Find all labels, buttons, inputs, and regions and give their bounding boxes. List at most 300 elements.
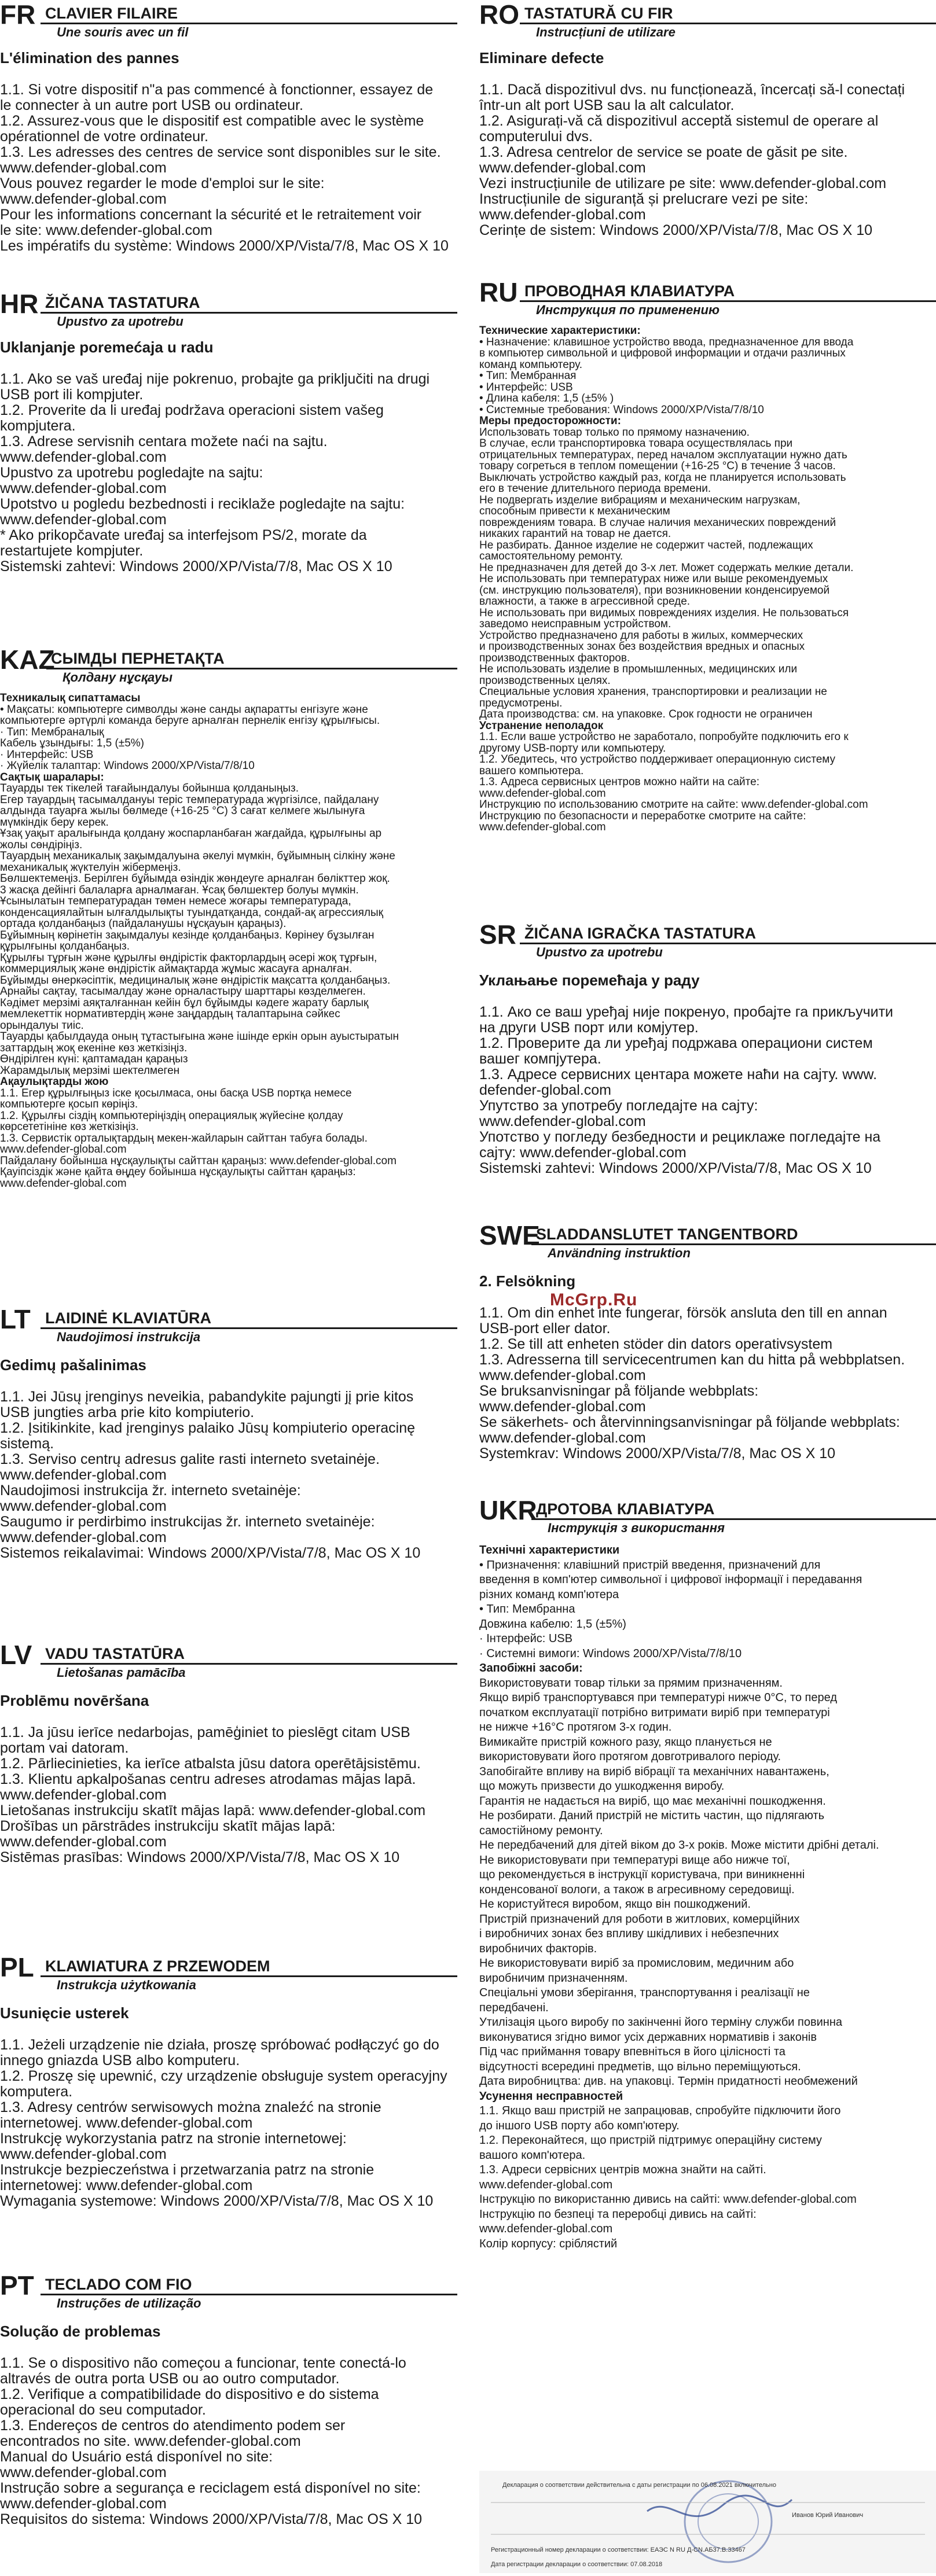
text-line: sistemą. xyxy=(0,1436,54,1452)
text-line: 1.1. Om din enhet inte fungerar, försök ansluta den till en annan xyxy=(479,1305,887,1321)
text-line: Pour les informations concernant la sécurité et le retraitement voir xyxy=(0,207,422,223)
text-line: Naudojimosi instrukcija žr. interneto svetainėje: xyxy=(0,1482,301,1499)
text-line: Выключать устройство каждый раз, когда не планируется использовать xyxy=(479,471,846,484)
text-line: www.defender-global.com xyxy=(0,480,167,496)
text-line: құрылғыны қолданбаңыз. xyxy=(0,940,130,952)
text-line: USB port ili kompjuter. xyxy=(0,387,144,403)
text-line: USB-port eller dator. xyxy=(479,1320,611,1337)
text-line: Не передбачений для дітей віком до 3-х років. Може містити дрібні деталі. xyxy=(479,1839,879,1852)
section-body xyxy=(0,2356,457,2527)
text-line: Якщо виріб транспортувався при температурі нижче 0°С, то перед xyxy=(479,1691,837,1704)
text-line: 1.3. Serviso centrų adresus galite rasti interneto svetainėje. xyxy=(0,1451,380,1467)
text-line: 1.3. Adresy centrów serwisowych można znaleźć na stronie xyxy=(0,2099,381,2115)
text-line: www.defender-global.com xyxy=(479,1430,646,1446)
section-title: CLAVIER FILAIRE xyxy=(41,5,457,24)
text-line: Sistēmas prasības: Windows 2000/XP/Vista/7/8, Mac OS X 10 xyxy=(0,1849,400,1865)
section-subtitle: Instrucțiuni de utilizare xyxy=(536,25,676,39)
text-line: Запобіжні засоби: xyxy=(479,1662,583,1675)
text-line: Технічні характеристики xyxy=(479,1544,620,1556)
text-line: opérationnel de votre ordinateur. xyxy=(0,128,208,145)
text-line: • Тип: Мембранна xyxy=(479,1603,575,1615)
text-line: Арнайы сақтау, тасымалдау және орналастыру шарттары көзделмеген. xyxy=(0,985,366,998)
text-line: Cerințe de sistem: Windows 2000/XP/Vista/7/8, Mac OS X 10 xyxy=(479,222,873,238)
text-line: 1.2. Проверите да ли уређај подржава операциони систем xyxy=(479,1035,873,1051)
section-sr xyxy=(479,920,936,1176)
text-line: Егер тауардың тасымалдануы теріс температурада жүргізілсе, пайдалану xyxy=(0,793,379,806)
text-line: 1.2. Pārliecinieties, ka ierīce atbalsta jūsu datora operētājsistēmu. xyxy=(0,1756,421,1772)
text-line: Не подвергать изделие вибрациям и механическим нагрузкам, xyxy=(479,494,801,506)
text-line: вашег компјутера. xyxy=(479,1051,601,1067)
text-line: Під час приймання товару впевніться в його цілісності та xyxy=(479,2045,785,2058)
text-line: www.defender-global.com xyxy=(0,1787,167,1803)
text-line: влажности, а также в агрессивной среде. xyxy=(479,595,691,608)
text-line: Wymagania systemowe: Windows 2000/XP/Vista/7/8, Mac OS X 10 xyxy=(0,2193,434,2209)
text-line: • Тип: Мембранная xyxy=(479,370,577,382)
text-line: Меры предосторожности: xyxy=(479,415,621,427)
text-line: Інструкцію по використанню дивись на сайті: www.defender-global.com xyxy=(479,2193,857,2206)
section-title: KLAWIATURA Z PRZEWODEM xyxy=(41,1957,457,1977)
text-line: 1.2. Se till att enheten stöder din dators operativsystem xyxy=(479,1336,833,1352)
text-line: Бұйымның көрінетін зақымдалуы кезінде қолданбаңыз. Көрінеу бұзылған xyxy=(0,929,375,941)
text-line: altravés de outra porta USB ou ao outro computador. xyxy=(0,2371,340,2387)
text-line: www.defender-global.com xyxy=(0,160,167,176)
text-line: www.defender-global.com xyxy=(479,787,606,800)
text-line: le connecter à un autre port USB ou ordinateur. xyxy=(0,97,303,113)
text-line: 1.2. Proverite da li uređaj podržava operacioni sistem vašeg xyxy=(0,402,384,418)
text-line: Спеціальні умови зберігання, транспортування і реалізації не xyxy=(479,1986,810,1999)
section-subtitle: Användning instruktion xyxy=(548,1246,691,1260)
text-line: Довжина кабелю: 1,5 (±5%) xyxy=(479,1617,626,1631)
text-line: www.defender-global.com xyxy=(0,2464,167,2481)
text-line: Не использовать изделие в промышленных, медицинских или xyxy=(479,663,798,675)
text-line: Тауардың механикалық зақымдалуына әкелуі мүмкін, бұйымның сілкіну және xyxy=(0,850,395,862)
text-line: www.defender-global.com xyxy=(479,207,646,223)
text-line: · Системні вимоги: Windows 2000/XP/Vista/7/8/10 xyxy=(479,1647,742,1660)
lang-code: UKR xyxy=(479,1495,537,1525)
text-line: Инструкцию по безопасности и переработке смотрите на сайте: xyxy=(479,809,806,822)
text-line: Колір корпусу: сріблястий xyxy=(479,2237,618,2250)
section-subtitle: Naudojimosi instrukcija xyxy=(57,1330,201,1344)
section-subtitle: Lietošanas pamācība xyxy=(57,1665,186,1680)
text-line: Пристрій призначений для роботи в житлових, комерційних xyxy=(479,1912,800,1926)
text-line: Instrukcje bezpieczeństwa i przetwarzania patrz na stronie xyxy=(0,2162,375,2178)
text-line: Не разбирать. Данное изделие не содержит частей, подлежащих xyxy=(479,539,813,551)
text-line: USB jungties arba prie kito kompiuterio. xyxy=(0,1404,255,1421)
text-line: Специальные условия хранения, транспортировки и реализации не xyxy=(479,686,827,698)
section-body xyxy=(0,1389,457,1561)
text-line: 1.2. Переконайтеся, що пристрій підтримує операційну систему xyxy=(479,2134,822,2147)
text-line: Ұсынылатын температурадан төмен немесе жоғары температурада, xyxy=(0,895,351,907)
text-line: 1.2. Құрылғы сіздің компьютеріңіздің операциялық жүйесіне қолдау xyxy=(0,1109,343,1122)
text-line: le site: www.defender-global.com xyxy=(0,222,212,238)
section-subtitle: Instrukcja użytkowania xyxy=(57,1978,196,1992)
section-body xyxy=(479,82,936,238)
section-title: VADU TASTATŪRA xyxy=(41,1645,457,1665)
text-line: Устройство предназначено для работы в жилых, коммерческих xyxy=(479,629,803,642)
text-line: конденсованої вологи, а також в агресивному середовищі. xyxy=(479,1883,795,1896)
text-line: Не використовувати при температурі вище або нижче тої, xyxy=(479,1853,790,1867)
text-line: www.defender-global.com xyxy=(479,2222,613,2235)
text-line: www.defender-global.com xyxy=(0,1467,167,1483)
text-line: www.defender-global.com xyxy=(0,1498,167,1514)
text-line: 1.3. Адреси сервісних центрів можна знайти на сайті. xyxy=(479,2163,766,2176)
text-line: виконуватися згідно вимог усіх державних нормативів і законів xyxy=(479,2030,817,2044)
lang-code: SR xyxy=(479,919,516,950)
text-line: www.defender-global.com xyxy=(479,2178,613,2191)
text-line: самостоятельному ремонту. xyxy=(479,550,623,562)
text-line: • Интерфейс: USB xyxy=(479,381,573,393)
text-line: Вимикайте пристрій кожного разу, якщо планується не xyxy=(479,1735,772,1749)
text-line: 1.2. Assurez-vous que le dispositif est compatible avec le système xyxy=(0,113,424,129)
text-line: • Призначення: клавішний пристрій введення, призначений для xyxy=(479,1558,821,1572)
text-line: 1.2. Įsitikinkite, kad įrenginys palaiko Jūsų kompiuterio operacinę xyxy=(0,1420,416,1436)
text-line: internetowej. www.defender-global.com xyxy=(0,2115,253,2131)
text-line: команд компьютеру. xyxy=(479,358,583,371)
section-title: TASTATURĂ CU FIR xyxy=(520,5,936,24)
section-title: LAIDINĖ KLAVIATŪRA xyxy=(41,1309,457,1329)
text-line: заведомо неисправным устройством. xyxy=(479,618,671,630)
text-line: * Ako prikopčavate uređaj sa interfejsom PS/2, morate da xyxy=(0,527,367,543)
section-heading: Solução de problemas xyxy=(0,2323,161,2340)
section-subtitle: Une souris avec un fil xyxy=(57,25,189,39)
text-line: 1.1. Dacă dispozitivul dvs. nu funcționează, încercați să-l conectați xyxy=(479,82,905,98)
text-line: Ұзақ уақыт аралығында қолдану жоспарланбаған жағдайда, құрылғыны ар xyxy=(0,827,382,840)
text-line: 1.2. Verifique a compatibilidade do dispositivo e do sistema xyxy=(0,2386,379,2402)
text-line: Тауарды тек тікелей тағайындалуы бойынша қолданыңыз. xyxy=(0,782,299,794)
section-body xyxy=(0,1725,457,1865)
text-line: көрсететініне көз жеткізіңіз. xyxy=(0,1121,139,1133)
text-line: 1.1. Если ваше устройство не заработало, попробуйте подключить его к xyxy=(479,731,849,743)
text-line: 1.1. Jeżeli urządzenie nie działa, proszę spróbować podłączyć go do xyxy=(0,2037,439,2053)
text-line: не нижче +16°С протягом 3-х годин. xyxy=(479,1721,672,1734)
section-heading: L'élimination des pannes xyxy=(0,49,179,67)
text-line: operacional do seu computador. xyxy=(0,2402,206,2418)
section-ru xyxy=(479,278,936,833)
text-line: portam vai datoram. xyxy=(0,1740,129,1756)
text-line: повреждениям товара. В случае наличия механических повреждений xyxy=(479,516,836,529)
text-line: производственных факторов. xyxy=(479,652,630,664)
text-line: Кәдімет мерзімі аяқталғаннан кейін бұл бұйымды кәдеге жарату барлық xyxy=(0,996,369,1009)
text-line: початком експлуатації потрібно витримати виріб при температурі xyxy=(479,1706,830,1719)
text-line: Sistemos reikalavimai: Windows 2000/XP/Vista/7/8, Mac OS X 10 xyxy=(0,1545,421,1561)
text-line: Se säkerhets- och återvinningsanvisningar på följande webbplats: xyxy=(479,1414,900,1430)
section-body xyxy=(479,325,936,833)
text-line: Використовувати товар тільки за прямим призначенням. xyxy=(479,1676,783,1690)
section-title: СЫМДЫ ПЕРНЕТАҚТА xyxy=(46,650,457,669)
text-line: виробничих факторів. xyxy=(479,1942,597,1955)
text-line: Сақтық шаралары: xyxy=(0,771,104,783)
section-title: TECLADO COM FIO xyxy=(41,2276,457,2295)
text-line: • Системные требования: Windows 2000/XP/Vista/7/8/10 xyxy=(479,403,764,416)
text-line: производственных целях. xyxy=(479,674,611,687)
text-line: Упутство за употребу погледајте на сајту: xyxy=(479,1098,758,1114)
section-title: ŽIČANA IGRAČKA TASTATURA xyxy=(520,925,936,944)
lang-code: LT xyxy=(0,1304,31,1334)
text-line: 1.3. Adrese servisnih centara možete naći na sajtu. xyxy=(0,433,328,450)
lang-code: HR xyxy=(0,289,39,319)
text-line: · Жүйелік талаптар: Windows 2000/XP/Vista/7/8/10 xyxy=(0,760,255,772)
section-pl xyxy=(0,1953,457,2209)
text-line: сајту: www.defender-global.com xyxy=(479,1145,687,1161)
text-line: 1.2. Asigurați-vă că dispozitivul acceptă sistemul de operare al xyxy=(479,113,879,129)
text-line: другому USB-порту или компьютеру. xyxy=(479,742,666,755)
text-line: Бөлшектемеңіз. Берілген бұйымда өзіндік жөндеуге арналған бөлікттер жоқ. xyxy=(0,873,390,885)
text-line: Vous pouvez regarder le mode d'emploi sur le site: xyxy=(0,175,325,192)
text-line: Құрылғы тұрғын және құрылғы өндірістік факторлардың әсері жоқ тұрғын, xyxy=(0,951,377,964)
text-line: Утилізація цього виробу по закінченні його терміну служби повинна xyxy=(479,2016,843,2029)
section-title: SLADDANSLUTET TANGENTBORD xyxy=(531,1226,936,1245)
text-line: алдында тауарға жылы бөлмеде (+16-25 °С) 3 сағат келмеге жылынуға xyxy=(0,805,365,817)
section-subtitle: Қолдану нұсқауы xyxy=(63,670,172,685)
text-line: Upotstvo u pogledu bezbednosti i reciklaže pogledajte na sajtu: xyxy=(0,496,405,512)
section-body xyxy=(479,1004,936,1176)
text-line: Дата производства: см. на упаковке. Срок годности не ограничен xyxy=(479,708,813,720)
text-line: 1.3. Les adresses des centres de service sont disponibles sur le site. xyxy=(0,144,441,160)
text-line: Saugumo ir perdirbimo instrukcijas žr. interneto svetainėje: xyxy=(0,1514,375,1530)
text-line: використовувати його протягом довготривалого періоду. xyxy=(479,1750,781,1763)
text-line: способным привести к механическим xyxy=(479,505,670,517)
text-line: Не розбирати. Даний пристрій не містить частин, що підлягають xyxy=(479,1809,825,1822)
text-line: (см. инструкцию пользователя), при возникновении конденсируемой xyxy=(479,584,830,597)
text-line: Instrução sobre a segurança e reciclagem está disponível no site: xyxy=(0,2480,421,2496)
lang-code: LV xyxy=(0,1640,32,1670)
text-line: www.defender-global.com xyxy=(0,1143,127,1155)
text-line: www.defender-global.com xyxy=(479,1399,646,1415)
section-kaz xyxy=(0,645,457,1189)
section-body xyxy=(479,1543,936,2251)
text-line: Не предназначен для детей до 3-х лет. Может содержать мелкие детали. xyxy=(479,561,854,574)
text-line: Инструкцию по использованию смотрите на сайте: www.defender-global.com xyxy=(479,798,868,811)
lang-code: SWE xyxy=(479,1220,540,1250)
text-line: www.defender-global.com xyxy=(479,821,606,833)
text-line: на други USB порт или комјутер. xyxy=(479,1020,699,1036)
text-line: Усунення несправностей xyxy=(479,2089,623,2103)
section-title: ПРОВОДНАЯ КЛАВИАТУРА xyxy=(520,282,936,302)
text-line: restartujete kompjuter. xyxy=(0,543,144,559)
text-line: вашего компьютера. xyxy=(479,764,584,777)
text-line: Өндірілген күні: қаптамадан қараңыз xyxy=(0,1053,188,1065)
text-line: komputera. xyxy=(0,2084,73,2100)
text-line: • Мақсаты: компьютерге символды және санды ақпаратты енгізуге және xyxy=(0,703,368,716)
text-line: 1.1. Ako se vaš uređaj nije pokrenuo, probajte ga priključiti na drugi xyxy=(0,371,430,387)
lang-code: PT xyxy=(0,2270,34,2301)
text-line: Systemkrav: Windows 2000/XP/Vista/7/8, Mac OS X 10 xyxy=(479,1445,836,1462)
section-subtitle: Инструкция по применению xyxy=(536,303,720,317)
text-line: передбачені. xyxy=(479,2001,549,2014)
text-line: Не использовать при видимых повреждениях изделия. Не пользоваться xyxy=(479,606,849,619)
text-line: конденсациялайтын ылғалдылықты туындатқанда, сондай-ақ агрессиялық xyxy=(0,906,383,919)
section-subtitle: Upustvo za upotrebu xyxy=(536,945,663,959)
text-line: Не використовувати виріб за промисловим, медичним або xyxy=(479,1957,794,1970)
lang-code: RO xyxy=(479,0,519,30)
text-line: Upustvo za upotrebu pogledajte na sajtu: xyxy=(0,465,263,481)
text-line: Sistemski zahtevi: Windows 2000/XP/Vista/7/8, Mac OS X 10 xyxy=(479,1160,872,1176)
text-line: internetowej: www.defender-global.com xyxy=(0,2177,253,2194)
text-line: 1.3. Endereços de centros do atendimento podem ser xyxy=(0,2417,346,2434)
section-body xyxy=(0,693,457,1189)
text-line: Drošības un pārstrādes instrukciju skatīt mājas lapā: xyxy=(0,1818,336,1834)
section-body xyxy=(0,2037,457,2209)
section-heading: Уклањање поремећаја у раду xyxy=(479,971,700,989)
text-line: 3 жасқа дейінгі балаларға арналмаған. Ұсақ бөлшектер болуы мүмкін. xyxy=(0,884,359,896)
text-line: 1.1. Ако се ваш уређај није покренуо, пробајте га прикључити xyxy=(479,1004,894,1020)
text-line: в компьютер символьной и цифровой информации и отдачи различных xyxy=(479,347,846,359)
section-lv xyxy=(0,1640,457,1865)
lang-code: KAZ xyxy=(0,645,55,675)
section-title: ДРОТОВА КЛАВІАТУРА xyxy=(531,1500,936,1520)
section-swe xyxy=(479,1221,936,1462)
section-subtitle: Інструкція з використання xyxy=(548,1521,725,1535)
section-title: ŽIČANA TASTATURA xyxy=(41,294,457,314)
text-line: 1.3. Сервистік орталықтардың мекен-жайларын сайттан табуға болады. xyxy=(0,1132,368,1145)
section-fr xyxy=(0,0,457,254)
text-line: Manual do Usuário está disponível no site: xyxy=(0,2449,273,2465)
text-line: www.defender-global.com xyxy=(0,2146,167,2162)
stamp-line-2: Иванов Юрий Иванович xyxy=(792,2512,864,2519)
section-heading: Problēmu novēršana xyxy=(0,1692,149,1709)
text-line: www.defender-global.com xyxy=(0,449,167,465)
text-line: www.defender-global.com xyxy=(0,511,167,528)
text-line: kompjutera. xyxy=(0,418,76,434)
text-line: 1.1. Якщо ваш пристрій не запрацював, спробуйте підключити його xyxy=(479,2104,841,2117)
text-line: Кабель ұзындығы: 1,5 (±5%) xyxy=(0,737,144,749)
text-line: • Назначение: клавишное устройство ввода, предназначенное для ввода xyxy=(479,336,854,348)
text-line: Жарамдылық мерзімі шектелмеген xyxy=(0,1064,180,1077)
text-line: компьютерге әртүрлі команда беруге арналған пернелік енгізу құрылғысы. xyxy=(0,715,380,727)
text-line: Інструкцію по безпеці та переробці дивись на сайті: xyxy=(479,2207,757,2221)
section-pt xyxy=(0,2271,457,2527)
text-line: www.defender-global.com xyxy=(0,1834,167,1850)
text-line: и производственных зонах без воздействия вредных и опасных xyxy=(479,641,805,653)
text-line: www.defender-global.com xyxy=(479,1367,646,1383)
lang-code: PL xyxy=(0,1952,34,1982)
text-line: 1.1. Si votre dispositif n"a pas commencé à fonctionner, essayez de xyxy=(0,82,434,98)
text-line: · Тип: Мембраналық xyxy=(0,726,104,738)
text-line: відсутності всередині предметів, що вільно переміщуються. xyxy=(479,2060,801,2073)
text-line: www.defender-global.com xyxy=(0,1529,167,1545)
text-line: В случае, если транспортировка товара осуществлялась при xyxy=(479,437,793,450)
section-body xyxy=(0,82,457,254)
text-line: механикалық жүктелуін жібермеңіз. xyxy=(0,861,181,874)
text-line: encontrados no site. www.defender-global.com xyxy=(0,2433,301,2449)
text-line: Instrucțiunile de siguranță și prelucrare vezi pe site: xyxy=(479,191,809,207)
text-line: компьютерге қосып көріңіз. xyxy=(0,1098,138,1110)
text-line: Se bruksanvisningar på följande webbplats: xyxy=(479,1383,759,1399)
text-line: 1.3. Adresa centrelor de service se poate de găsit pe site. xyxy=(479,144,848,160)
text-line: Sistemski zahtevi: Windows 2000/XP/Vista/7/8, Mac OS X 10 xyxy=(0,558,392,575)
lang-code: RU xyxy=(479,277,518,307)
section-ro xyxy=(479,0,936,238)
text-line: Instrukcję wykorzystania patrz na stronie internetowej: xyxy=(0,2130,347,2147)
stamp-line-4: Дата регистрации декларации о соответствии: 07.08.2018 xyxy=(491,2561,663,2568)
text-line: Употство у погледу безбедности и рециклаже погледајте на xyxy=(479,1129,881,1145)
section-heading: Usunięcie usterek xyxy=(0,2004,129,2022)
text-line: 1.1. Jei Jūsų įrenginys neveikia, pabandykite pajungti jį prie kitos xyxy=(0,1389,414,1405)
text-line: 1.3. Klientu apkalpošanas centru adreses atrodamas mājas lapā. xyxy=(0,1771,416,1787)
text-line: 1.3. Adresserna till servicecentrumen kan du hitta på webbplatsen. xyxy=(479,1352,905,1368)
text-line: жолы сөндіріңіз. xyxy=(0,838,83,851)
text-line: Тауарды қабылдауда оның тұтастығына және ішінде еркін орын ауыстыратын xyxy=(0,1031,399,1043)
text-line: Les impératifs du système: Windows 2000/XP/Vista/7/8, Mac OS X 10 xyxy=(0,238,449,254)
text-line: Запобігайте впливу на виріб вібрації та механічних навантажень, xyxy=(479,1765,829,1778)
text-line: Requisitos do sistema: Windows 2000/XP/Vista/7/8, Mac OS X 10 xyxy=(0,2511,423,2527)
text-line: 1.2. Убедитесь, что устройство поддерживает операционную систему xyxy=(479,753,836,766)
text-line: введення в комп'ютер символьної і цифрової інформації і передавання xyxy=(479,1573,862,1586)
text-line: самостійному ремонту. xyxy=(479,1824,603,1837)
text-line: 1.1. Ja jūsu ierīce nedarbojas, pamēģiniet to pieslēgt citam USB xyxy=(0,1724,410,1740)
text-line: · Інтерфейс: USB xyxy=(479,1632,572,1645)
text-line: innego gniazda USB albo komputeru. xyxy=(0,2052,240,2069)
section-heading: Uklanjanje poremećaja u radu xyxy=(0,338,214,356)
text-line: www.defender-global.com xyxy=(479,160,646,176)
text-line: Lietošanas instrukciju skatīt mājas lapā: www.defender-global.com xyxy=(0,1802,426,1819)
section-subtitle: Instruções de utilização xyxy=(57,2296,201,2310)
text-line: într-un alt port USB sau la alt calculator. xyxy=(479,97,735,113)
text-line: коммерциялық және өндірістік аймақтарда жұмыс жасауға арналған. xyxy=(0,963,353,975)
text-line: Дата виробництва: див. на упаковці. Термін придатності необмежений xyxy=(479,2075,858,2088)
text-line: виробничим призначенням. xyxy=(479,1971,628,1985)
text-line: Использовать товар только по прямому назначению. xyxy=(479,426,750,439)
text-line: до іншого USB порту або комп'ютеру. xyxy=(479,2119,680,2132)
section-subtitle: Upustvo za upotrebu xyxy=(57,314,183,329)
text-line: і виробничих зонах без впливу шкідливих і небезпечних xyxy=(479,1927,779,1940)
lang-code: FR xyxy=(0,0,36,30)
text-line: Бұйымды өнеркәсіптік, медициналық және өндірістік мақсатта қолданбаңыз. xyxy=(0,974,391,987)
text-line: предусмотрены. xyxy=(479,697,563,709)
section-ukr xyxy=(479,1496,936,2251)
text-line: www.defender-global.com xyxy=(0,1177,127,1190)
text-line: computerului dvs. xyxy=(479,128,593,145)
text-line: товару согреться в теплом помещении (+16-25 °С) в течение 3 часов. xyxy=(479,460,836,472)
text-line: Не користуйтеся виробом, якщо він пошкоджений. xyxy=(479,1898,751,1911)
text-line: вашого комп'ютера. xyxy=(479,2148,586,2162)
text-line: Ақаулықтарды жою xyxy=(0,1076,109,1088)
section-body xyxy=(0,371,457,575)
text-line: Пайдалану бойынша нұсқаулықты сайттан қараңыз: www.defender-global.com xyxy=(0,1154,397,1167)
section-heading: 2. Felsökning xyxy=(479,1272,576,1290)
section-hr xyxy=(0,289,457,575)
text-line: · Интерфейс: USB xyxy=(0,748,94,761)
text-line: мемлекеттік нормативтердің және заңдардың талаптарына сәйкес xyxy=(0,1008,340,1020)
text-line: Қауіпсіздік және қайта өңдеу бойынша нұсқаулықты сайттан қараңыз: xyxy=(0,1166,356,1178)
text-line: заттардың жоқ екеніне көз жеткізіңіз. xyxy=(0,1042,188,1054)
text-line: Устранение неполадок xyxy=(479,719,604,732)
text-line: 1.1. Егер құрылғыңыз іске қосылмаса, оны басқа USB портқа немесе xyxy=(0,1087,352,1099)
text-line: никаких гарантий на товар не дается. xyxy=(479,528,671,540)
stamp-graphic xyxy=(479,2471,936,2573)
text-line: отрицательных температурах, перед началом эксплуатации нужно дать xyxy=(479,448,847,461)
text-line: 1.3. Адреса сервисных центров можно найти на сайте: xyxy=(479,776,759,788)
text-line: • Длина кабеля: 1,5 (±5% ) xyxy=(479,392,614,404)
text-line: defender-global.com xyxy=(479,1082,611,1098)
site-watermark: McGrp.Ru xyxy=(550,1290,638,1309)
text-line: Vezi instrucțiunile de utilizare pe site: www.defender-global.com xyxy=(479,175,887,192)
section-heading: Eliminare defecte xyxy=(479,49,604,67)
text-line: Не использовать при температурах ниже или выше рекомендуемых xyxy=(479,573,828,585)
text-line: Техникалық сипаттамасы xyxy=(0,692,141,704)
declaration-stamp xyxy=(479,2471,936,2573)
section-lt xyxy=(0,1305,457,1561)
stamp-line-1: Декларация о соответствии действительна с даты регистрации по 06.08.2021 включительно xyxy=(502,2482,776,2489)
text-line: www.defender-global.com xyxy=(0,2496,167,2512)
text-line: що рекомендується в інструкції користувача, при виникненні xyxy=(479,1868,805,1881)
text-line: 1.3. Адресе сервисних центара можете наћи на сајту. www. xyxy=(479,1066,878,1083)
text-line: его в течение длительного периода времени. xyxy=(479,483,711,495)
text-line: різних команд комп'ютера xyxy=(479,1588,619,1601)
text-line: www.defender-global.com xyxy=(0,191,167,207)
text-line: 1.2. Proszę się upewnić, czy urządzenie obsługuje system operacyjny xyxy=(0,2068,447,2084)
text-line: ортада қолданбаңыз (пайдаланушы нұсқауын қараңыз). xyxy=(0,918,287,930)
